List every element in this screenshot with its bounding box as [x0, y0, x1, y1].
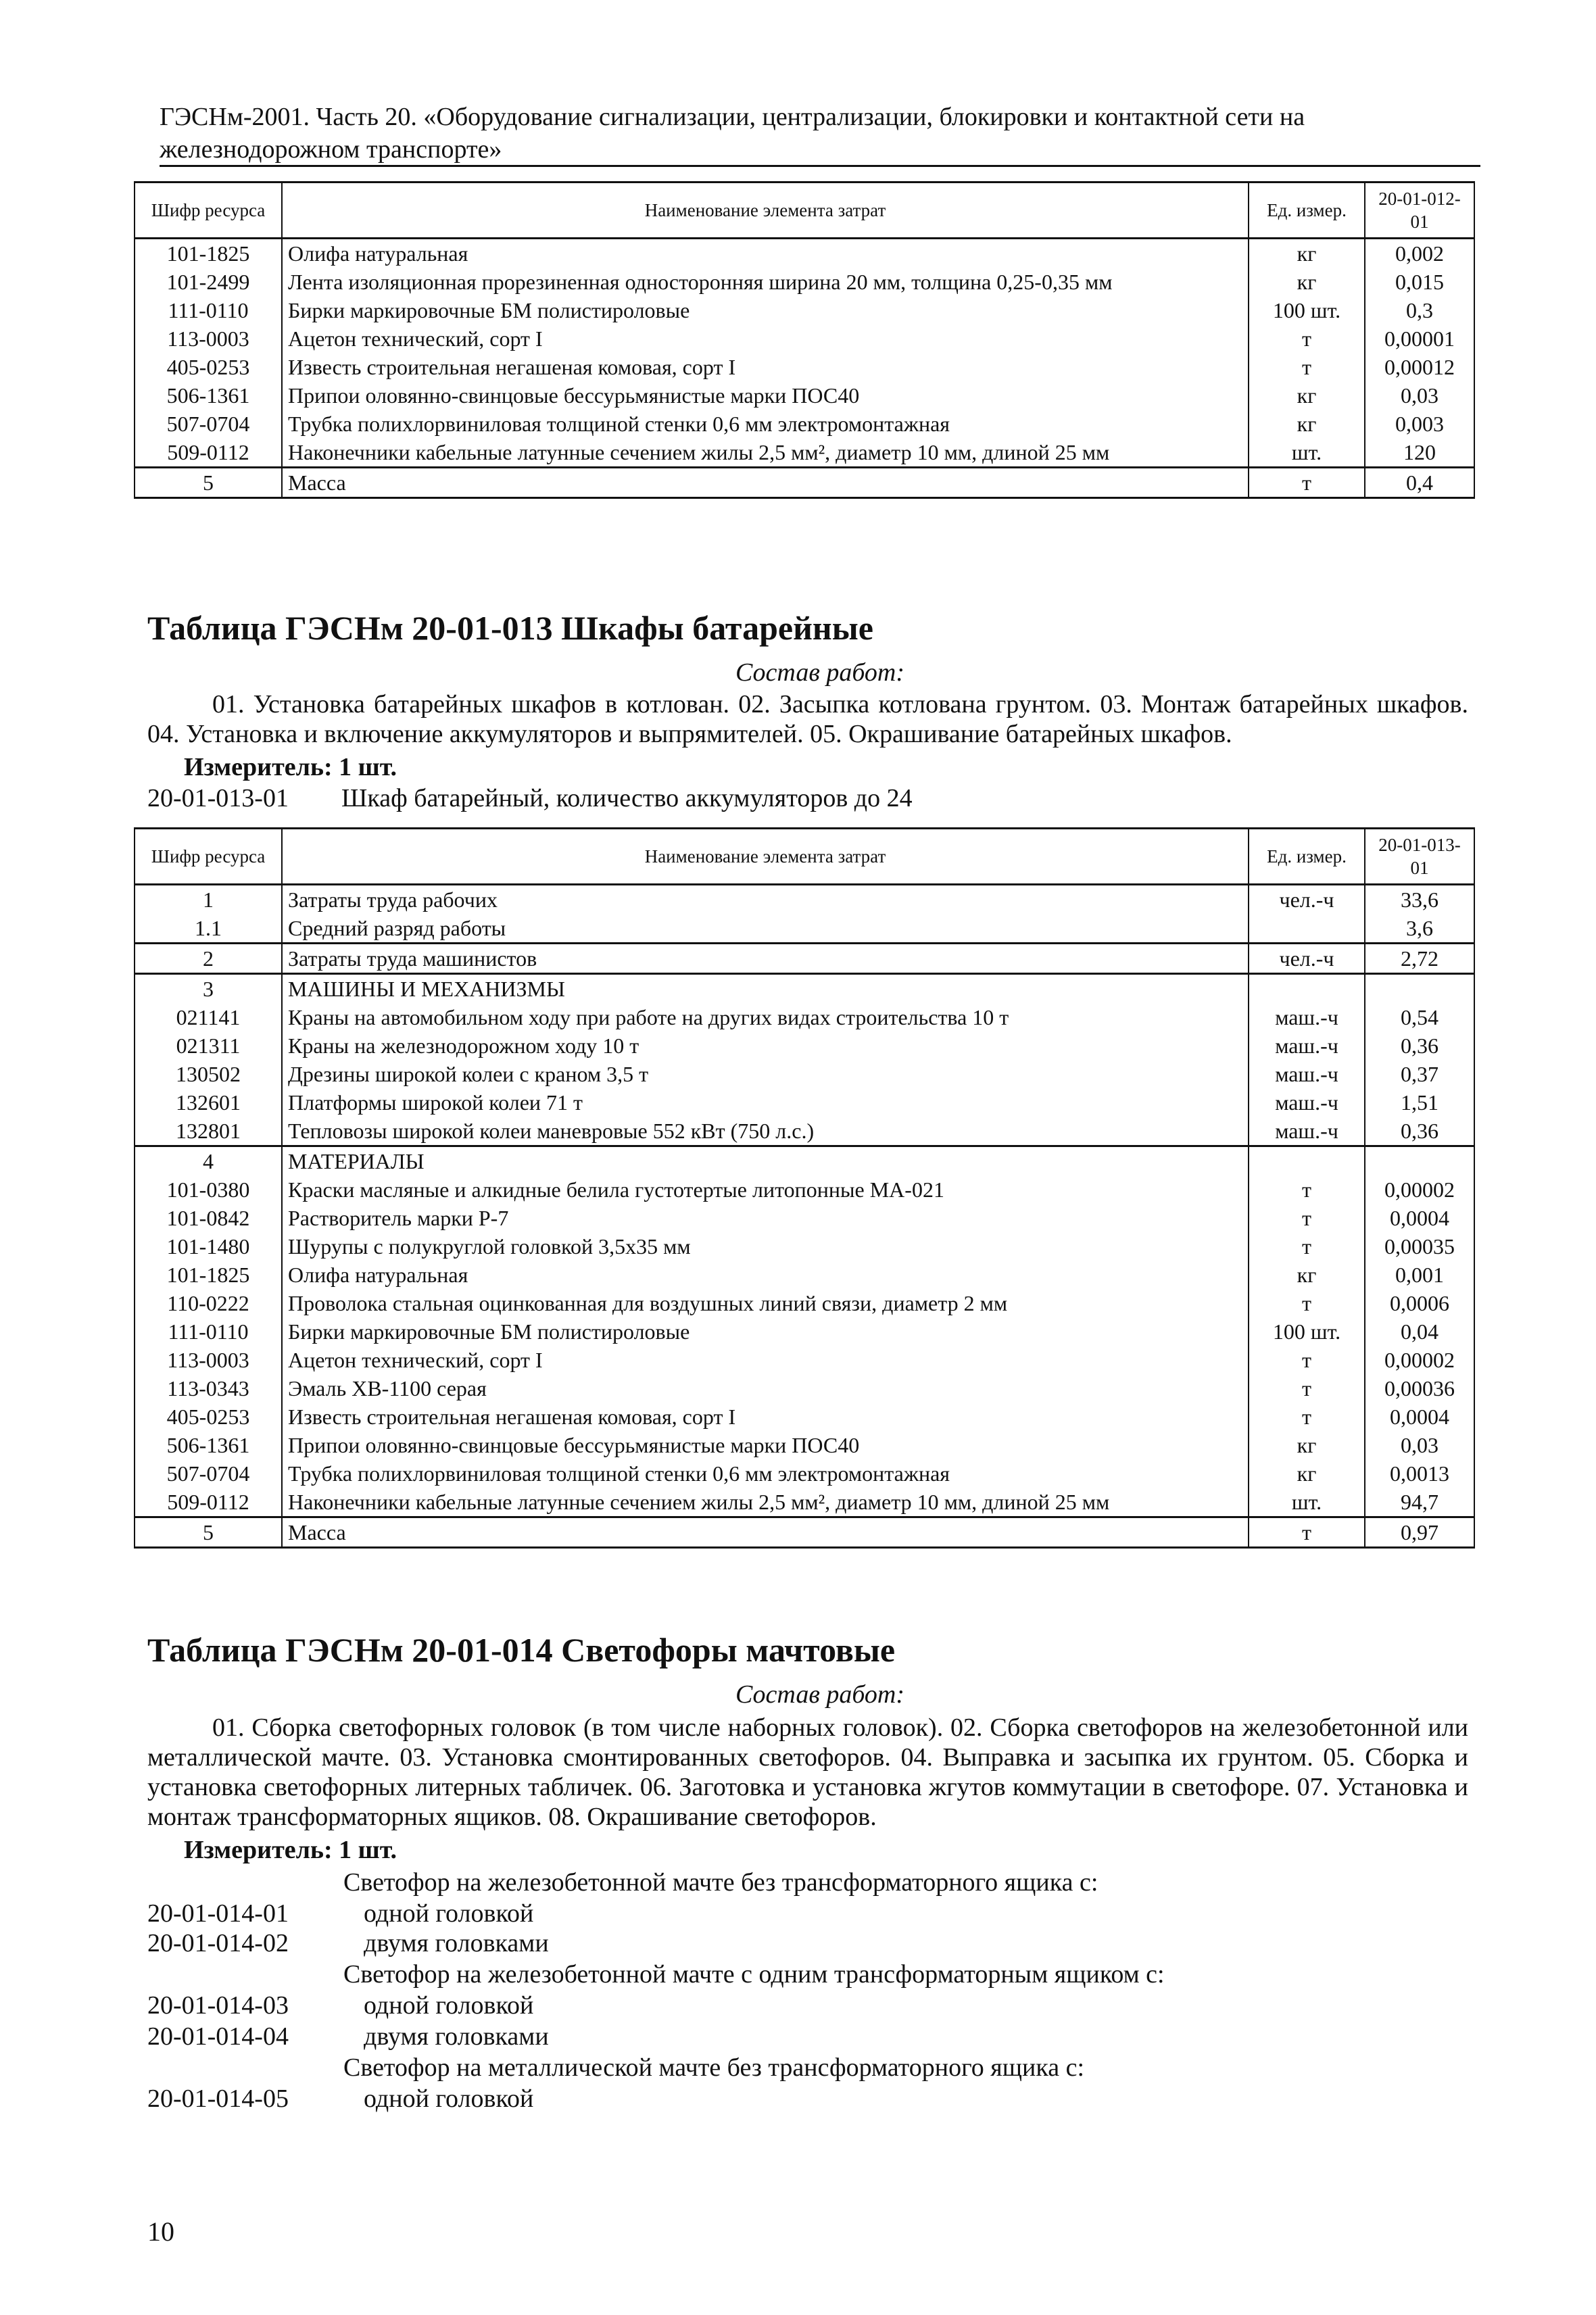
table-header-row	[135, 182, 1474, 239]
norm-code: 20-01-014-01	[147, 1899, 289, 1928]
quantity-cell: 0,001	[1365, 1261, 1474, 1289]
resource-code-cell: 101-1825	[135, 1261, 282, 1289]
table-row	[135, 353, 1474, 381]
resource-code-cell: 101-1825	[135, 239, 282, 268]
resource-name-cell: МАШИНЫ И МЕХАНИЗМЫ	[282, 974, 1249, 1004]
resource-code-cell: 113-0003	[135, 1346, 282, 1374]
measure-unit: Измеритель: 1 шт.	[184, 753, 397, 781]
quantity-cell: 0,04	[1365, 1317, 1474, 1346]
norm-name: одной головкой	[364, 1991, 534, 2020]
resource-code-cell: 507-0704	[135, 410, 282, 438]
norm-code: 20-01-014-02	[147, 1929, 289, 1957]
resource-name-cell: Масса	[282, 1517, 1249, 1548]
quantity-cell: 0,37	[1365, 1060, 1474, 1088]
resource-code-cell: 1	[135, 885, 282, 915]
unit-cell: маш.-ч	[1249, 1060, 1365, 1088]
table-title-013: Таблица ГЭСНм 20-01-013 Шкафы батарейные	[147, 609, 873, 647]
unit-cell: т	[1249, 1374, 1365, 1403]
resource-code-cell: 101-1480	[135, 1232, 282, 1261]
table-row	[135, 1517, 1474, 1548]
col-header-code: Шифр ресурса	[135, 182, 282, 239]
running-header-line2: железнодорожном транспорте»	[160, 135, 502, 164]
quantity-cell: 0,03	[1365, 381, 1474, 410]
resource-name-cell: Известь строительная негашеная комовая, сорт I	[282, 1403, 1249, 1431]
unit-cell: т	[1249, 1289, 1365, 1317]
resource-code-cell: 509-0112	[135, 438, 282, 468]
table-row	[135, 1459, 1474, 1488]
table-row	[135, 324, 1474, 353]
resource-code-cell: 5	[135, 1517, 282, 1548]
quantity-cell: 0,002	[1365, 239, 1474, 268]
quantity-cell: 33,6	[1365, 885, 1474, 915]
table-row	[135, 1060, 1474, 1088]
norm-group-heading: Светофор на железобетонной мачте с одним трансформаторным ящиком с:	[343, 1960, 1165, 1989]
resource-name-cell: Тепловозы широкой колеи маневровые 552 кВт (750 л.с.)	[282, 1117, 1249, 1146]
table-title-014: Таблица ГЭСНм 20-01-014 Светофоры мачтовые	[147, 1631, 896, 1669]
quantity-cell: 0,00012	[1365, 353, 1474, 381]
norm-code: 20-01-013-01	[147, 784, 289, 812]
unit-cell: т	[1249, 353, 1365, 381]
resource-name-cell: Шурупы с полукруглой головкой 3,5х35 мм	[282, 1232, 1249, 1261]
measure-unit-2: Измеритель: 1 шт.	[184, 1836, 397, 1864]
quantity-cell: 120	[1365, 438, 1474, 468]
unit-cell: кг	[1249, 1459, 1365, 1488]
resource-name-cell: Средний разряд работы	[282, 914, 1249, 944]
quantity-cell: 0,00002	[1365, 1175, 1474, 1204]
norm-name: двумя головками	[364, 2022, 549, 2051]
resource-name-cell: Припои оловянно-свинцовые бессурьмянистые марки ПОС40	[282, 381, 1249, 410]
col-header-code: Шифр ресурса	[135, 829, 282, 885]
unit-cell: 100 шт.	[1249, 296, 1365, 324]
quantity-cell: 0,03	[1365, 1431, 1474, 1459]
resource-name-cell: Затраты труда машинистов	[282, 944, 1249, 974]
resource-name-cell: Дрезины широкой колеи с краном 3,5 т	[282, 1060, 1249, 1088]
quantity-cell: 0,36	[1365, 1117, 1474, 1146]
quantity-cell: 0,015	[1365, 268, 1474, 296]
resource-code-cell: 021141	[135, 1003, 282, 1031]
unit-cell: чел.-ч	[1249, 885, 1365, 915]
resource-name-cell: Бирки маркировочные БМ полистироловые	[282, 296, 1249, 324]
norm-code: 20-01-014-03	[147, 1991, 289, 2020]
resource-code-cell: 506-1361	[135, 1431, 282, 1459]
resource-name-cell: Затраты труда рабочих	[282, 885, 1249, 915]
resource-name-cell: Ацетон технический, сорт I	[282, 324, 1249, 353]
unit-cell: маш.-ч	[1249, 1031, 1365, 1060]
resource-code-cell: 111-0110	[135, 1317, 282, 1346]
unit-cell: т	[1249, 1204, 1365, 1232]
unit-cell: т	[1249, 468, 1365, 498]
resource-code-cell: 130502	[135, 1060, 282, 1088]
unit-cell: т	[1249, 324, 1365, 353]
resource-name-cell: Краны на автомобильном ходу при работе на других видах строительства 10 т	[282, 1003, 1249, 1031]
col-header-unit: Ед. измер.	[1249, 182, 1365, 239]
unit-cell: кг	[1249, 381, 1365, 410]
table-row	[135, 1088, 1474, 1117]
resource-name-cell: Краски масляные и алкидные белила густотертые литопонные МА-021	[282, 1175, 1249, 1204]
resource-code-cell: 3	[135, 974, 282, 1004]
quantity-cell: 0,003	[1365, 410, 1474, 438]
resource-name-cell: МАТЕРИАЛЫ	[282, 1146, 1249, 1176]
resource-code-cell: 113-0003	[135, 324, 282, 353]
table-row	[135, 1175, 1474, 1204]
table-row	[135, 1204, 1474, 1232]
table-row	[135, 239, 1474, 268]
quantity-cell: 0,0013	[1365, 1459, 1474, 1488]
norm-name: Шкаф батарейный, количество аккумуляторов до 24	[341, 784, 913, 812]
unit-cell	[1249, 914, 1365, 944]
table-row	[135, 410, 1474, 438]
unit-cell	[1249, 1146, 1365, 1176]
table-row	[135, 1117, 1474, 1146]
quantity-cell: 0,4	[1365, 468, 1474, 498]
table-row	[135, 974, 1474, 1004]
table-row	[135, 1403, 1474, 1431]
resource-name-cell: Олифа натуральная	[282, 239, 1249, 268]
unit-cell: кг	[1249, 1261, 1365, 1289]
unit-cell: т	[1249, 1175, 1365, 1204]
resource-code-cell: 405-0253	[135, 353, 282, 381]
unit-cell: шт.	[1249, 438, 1365, 468]
table-row	[135, 1374, 1474, 1403]
table-row	[135, 1317, 1474, 1346]
header-rule	[160, 165, 1480, 167]
resource-name-cell: Эмаль ХВ-1100 серая	[282, 1374, 1249, 1403]
table-row	[135, 1031, 1474, 1060]
table-row	[135, 885, 1474, 915]
quantity-cell: 0,0006	[1365, 1289, 1474, 1317]
col-header-norm: 20-01-013-01	[1365, 829, 1474, 885]
resource-name-cell: Лента изоляционная прорезиненная односторонняя ширина 20 мм, толщина 0,25-0,35 мм	[282, 268, 1249, 296]
resource-name-cell: Масса	[282, 468, 1249, 498]
resource-name-cell: Наконечники кабельные латунные сечением жилы 2,5 мм², диаметр 10 мм, длиной 25 мм	[282, 1488, 1249, 1517]
resource-code-cell: 101-0380	[135, 1175, 282, 1204]
resource-code-cell: 113-0343	[135, 1374, 282, 1403]
quantity-cell	[1365, 974, 1474, 1004]
table-row	[135, 468, 1474, 498]
table-row	[135, 1261, 1474, 1289]
table-row	[135, 1232, 1474, 1261]
resource-name-cell: Ацетон технический, сорт I	[282, 1346, 1249, 1374]
unit-cell	[1249, 974, 1365, 1004]
resource-code-cell: 405-0253	[135, 1403, 282, 1431]
resource-code-cell: 101-2499	[135, 268, 282, 296]
norm-group-heading: Светофор на металлической мачте без трансформаторного ящика с:	[343, 2053, 1085, 2082]
unit-cell: т	[1249, 1517, 1365, 1548]
unit-cell: кг	[1249, 1431, 1365, 1459]
table-row	[135, 268, 1474, 296]
table-row	[135, 296, 1474, 324]
resource-code-cell: 4	[135, 1146, 282, 1176]
quantity-cell: 0,36	[1365, 1031, 1474, 1060]
unit-cell: маш.-ч	[1249, 1088, 1365, 1117]
table-header-row	[135, 829, 1474, 885]
table-row	[135, 438, 1474, 468]
norm-code: 20-01-014-04	[147, 2022, 289, 2051]
resource-name-cell: Олифа натуральная	[282, 1261, 1249, 1289]
resource-name-cell: Известь строительная негашеная комовая, сорт I	[282, 353, 1249, 381]
resource-code-cell: 110-0222	[135, 1289, 282, 1317]
norm-code: 20-01-014-05	[147, 2085, 289, 2113]
resource-name-cell: Трубка полихлорвиниловая толщиной стенки 0,6 мм электромонтажная	[282, 1459, 1249, 1488]
resource-code-cell: 507-0704	[135, 1459, 282, 1488]
quantity-cell: 3,6	[1365, 914, 1474, 944]
norm-name: одной головкой	[364, 1899, 534, 1928]
unit-cell: маш.-ч	[1249, 1003, 1365, 1031]
unit-cell: 100 шт.	[1249, 1317, 1365, 1346]
unit-cell: т	[1249, 1403, 1365, 1431]
resource-name-cell: Проволока стальная оцинкованная для воздушных линий связи, диаметр 2 мм	[282, 1289, 1249, 1317]
table-row	[135, 1003, 1474, 1031]
table-row	[135, 1146, 1474, 1176]
resource-code-cell: 506-1361	[135, 381, 282, 410]
resource-code-cell: 111-0110	[135, 296, 282, 324]
norm-group-heading: Светофор на железобетонной мачте без трансформаторного ящика с:	[343, 1868, 1098, 1897]
resource-name-cell: Растворитель марки Р-7	[282, 1204, 1249, 1232]
resource-name-cell: Наконечники кабельные латунные сечением жилы 2,5 мм², диаметр 10 мм, длиной 25 мм	[282, 438, 1249, 468]
resource-code-cell: 2	[135, 944, 282, 974]
table-row	[135, 1346, 1474, 1374]
unit-cell: т	[1249, 1232, 1365, 1261]
table-row	[135, 1431, 1474, 1459]
composition-text: 01. Установка батарейных шкафов в котлован. 02. Засыпка котлована грунтом. 03. Монтаж батарейных шкафов. 04. Установка и включение аккумуляторов и выпрямителей. 05. Окрашивание батарейных шкафов.	[147, 690, 1468, 748]
table-row	[135, 944, 1474, 974]
norm-name: двумя головками	[364, 1929, 549, 1957]
resource-table-013	[134, 827, 1475, 1549]
quantity-cell: 0,3	[1365, 296, 1474, 324]
quantity-cell: 0,0004	[1365, 1204, 1474, 1232]
norm-name: одной головкой	[364, 2085, 534, 2113]
resource-code-cell: 132601	[135, 1088, 282, 1117]
resource-code-cell: 101-0842	[135, 1204, 282, 1232]
unit-cell: кг	[1249, 268, 1365, 296]
quantity-cell: 2,72	[1365, 944, 1474, 974]
quantity-cell: 0,00001	[1365, 324, 1474, 353]
unit-cell: т	[1249, 1346, 1365, 1374]
composition-label: Состав работ:	[735, 658, 905, 687]
composition-text-2: 01. Сборка светофорных головок (в том числе наборных головок). 02. Сборка светофоров на железобетонной или металлической мачте. 03. Установка смонтированных светофоров. 04. Выправка и засыпка их грунтом. 05. Сборка и установка светофорных литерных табличек. 06. Заготовка и установка жгутов коммутации в светофоре. 07. Установка и монтаж трансформаторных ящиков. 08. Окрашивание светофоров.	[147, 1713, 1468, 1831]
quantity-cell: 1,51	[1365, 1088, 1474, 1117]
quantity-cell: 0,0004	[1365, 1403, 1474, 1431]
quantity-cell: 0,00036	[1365, 1374, 1474, 1403]
unit-cell: чел.-ч	[1249, 944, 1365, 974]
resource-name-cell: Трубка полихлорвиниловая толщиной стенки 0,6 мм электромонтажная	[282, 410, 1249, 438]
resource-code-cell: 1.1	[135, 914, 282, 944]
resource-name-cell: Бирки маркировочные БМ полистироловые	[282, 1317, 1249, 1346]
composition-label-2: Состав работ:	[735, 1680, 905, 1709]
resource-name-cell: Платформы широкой колеи 71 т	[282, 1088, 1249, 1117]
col-header-name: Наименование элемента затрат	[282, 829, 1249, 885]
quantity-cell: 0,00035	[1365, 1232, 1474, 1261]
col-header-name: Наименование элемента затрат	[282, 182, 1249, 239]
resource-code-cell: 132801	[135, 1117, 282, 1146]
table-row	[135, 914, 1474, 944]
page-number: 10	[147, 2216, 174, 2247]
unit-cell: кг	[1249, 410, 1365, 438]
running-header-line1: ГЭСНм-2001. Часть 20. «Оборудование сигнализации, централизации, блокировки и контактной сети на	[160, 103, 1305, 131]
resource-code-cell: 509-0112	[135, 1488, 282, 1517]
table-row	[135, 381, 1474, 410]
resource-name-cell: Краны на железнодорожном ходу 10 т	[282, 1031, 1249, 1060]
resource-code-cell: 021311	[135, 1031, 282, 1060]
table-row	[135, 1488, 1474, 1517]
quantity-cell	[1365, 1146, 1474, 1176]
resource-table-012	[134, 181, 1475, 499]
unit-cell: маш.-ч	[1249, 1117, 1365, 1146]
quantity-cell: 0,54	[1365, 1003, 1474, 1031]
resource-name-cell: Припои оловянно-свинцовые бессурьмянистые марки ПОС40	[282, 1431, 1249, 1459]
quantity-cell: 0,00002	[1365, 1346, 1474, 1374]
resource-code-cell: 5	[135, 468, 282, 498]
unit-cell: кг	[1249, 239, 1365, 268]
col-header-unit: Ед. измер.	[1249, 829, 1365, 885]
col-header-norm: 20-01-012-01	[1365, 182, 1474, 239]
quantity-cell: 94,7	[1365, 1488, 1474, 1517]
quantity-cell: 0,97	[1365, 1517, 1474, 1548]
unit-cell: шт.	[1249, 1488, 1365, 1517]
table-row	[135, 1289, 1474, 1317]
